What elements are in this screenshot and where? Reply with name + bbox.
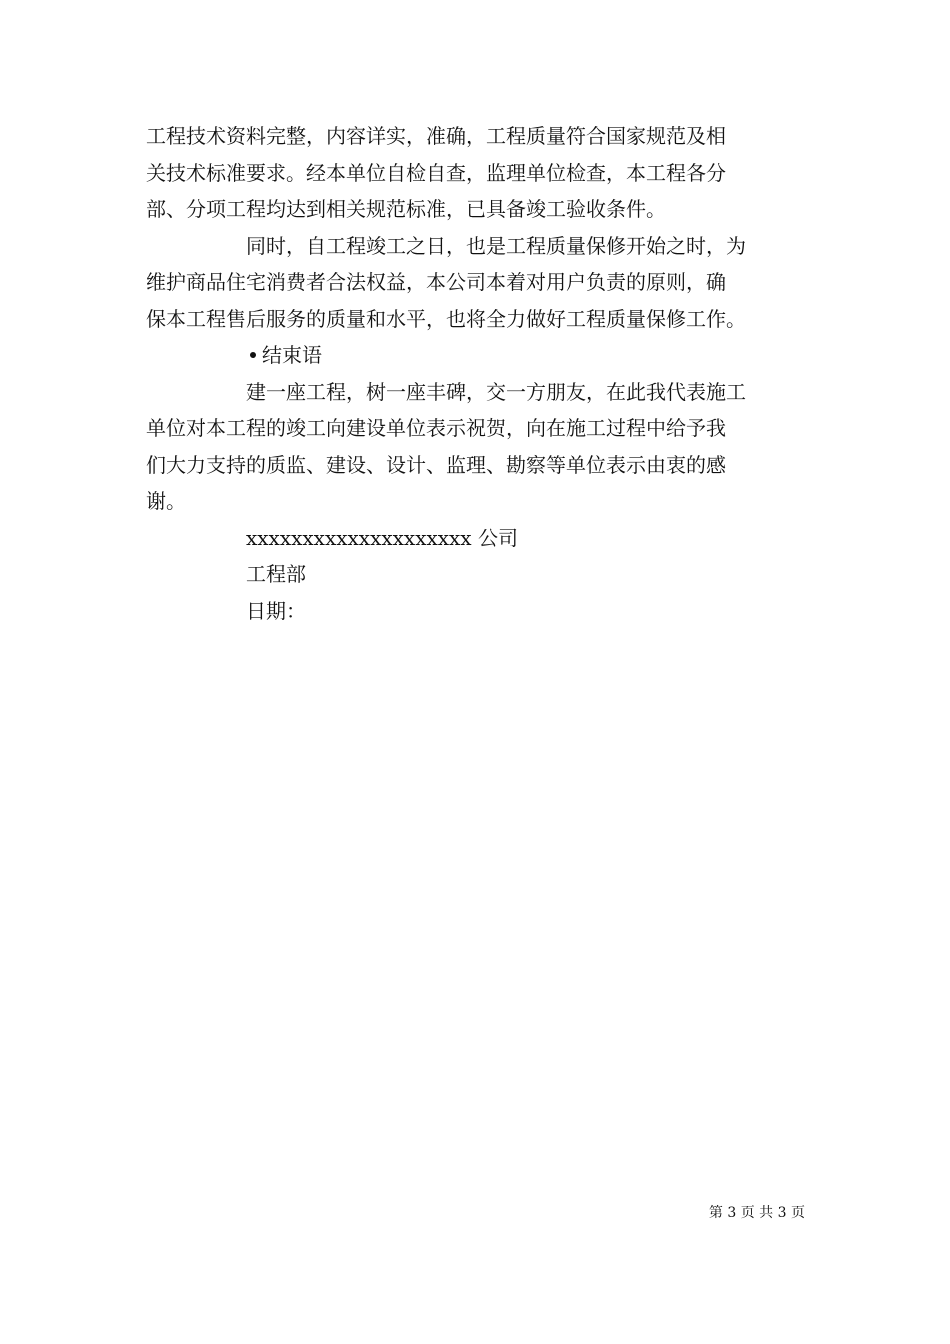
paragraph-line: 部、分项工程均达到相关规范标准，已具备竣工验收条件。 <box>146 197 666 221</box>
paragraph-line: 关技术标准要求。经本单位自检自查，监理单位检查，本工程各分 <box>146 160 726 185</box>
paragraph-line: 同时，自工程竣工之日，也是工程质量保修开始之时，为 <box>246 233 746 258</box>
paragraph-line: 维护商品住宅消费者合法权益，本公司本着对用户负责的原则，确 <box>146 270 726 294</box>
section-heading-text: 结束语 <box>262 343 322 367</box>
paragraph-line: 保本工程售后服务的质量和水平，也将全力做好工程质量保修工作。 <box>146 306 746 331</box>
paragraph-line: 建一座工程，树一座丰碑，交一方朋友，在此我代表施工 <box>246 379 746 404</box>
section-heading <box>146 337 806 374</box>
bullet-icon <box>250 352 256 358</box>
document-body <box>146 118 806 629</box>
signature-company: xxxxxxxxxxxxxxxxxxxx 公司 <box>246 525 518 550</box>
paragraph-line: 们大力支持的质监、建设、设计、监理、勘察等单位表示由衷的感 <box>146 452 726 477</box>
paragraph-line: 工程技术资料完整，内容详实，准确，工程质量符合国家规范及相 <box>146 124 726 148</box>
page-number-footer: 第 3 页 共 3 页 <box>708 1205 805 1221</box>
signature-department: 工程部 <box>246 562 306 586</box>
paragraph-line: 单位对本工程的竣工向建设单位表示祝贺，向在施工过程中给予我 <box>146 416 726 440</box>
signature-date: 日期： <box>246 598 306 623</box>
paragraph-line: 谢。 <box>146 489 186 513</box>
